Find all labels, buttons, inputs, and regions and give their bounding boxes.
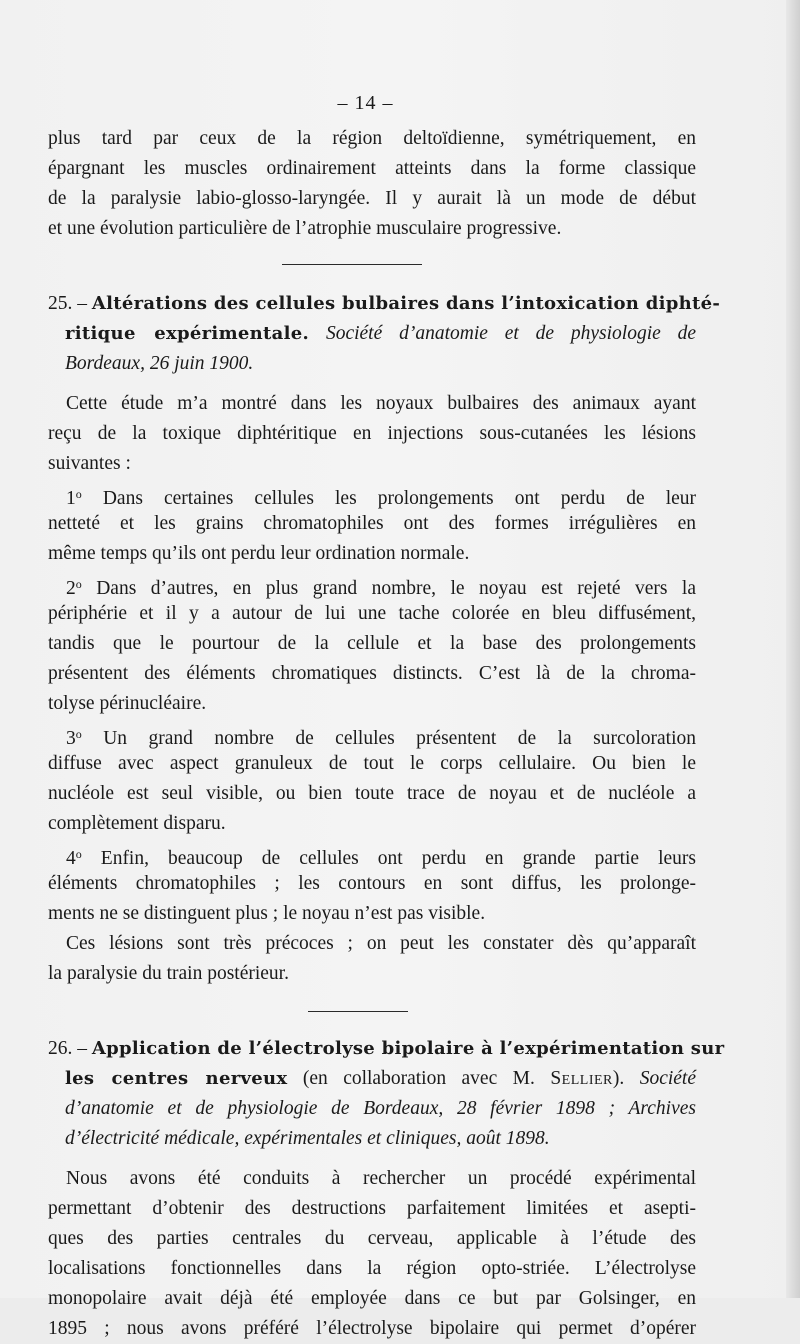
text-line: Dans certaines cellules les prolongements ont perdu de leur bbox=[102, 488, 697, 509]
entry-25-body bbox=[48, 389, 696, 989]
entry-26-heading bbox=[48, 1034, 725, 1154]
collaboration-close: ). bbox=[612, 1068, 625, 1089]
text-line: même temps qu’ils ont perdu leur ordination normale. bbox=[48, 543, 470, 564]
text-line: suivantes : bbox=[48, 453, 131, 474]
text-line: 1895 ; nous avons préféré l’électrolyse bipolaire qui permet d’opérer bbox=[48, 1318, 696, 1339]
entry-number: 25. – bbox=[48, 293, 87, 314]
text-line: tolyse périnucléaire. bbox=[48, 693, 207, 714]
entry-title-cont: les centres nerveux bbox=[65, 1068, 288, 1089]
text-line: éléments chromatophiles ; les contours en sont diffus, les prolonge- bbox=[48, 873, 696, 894]
text-line: netteté et les grains chromatophiles ont des formes irrégulières en bbox=[48, 513, 696, 534]
list-marker: 3 bbox=[66, 728, 76, 749]
entry-source-cont: Bordeaux, 26 juin 1900. bbox=[65, 353, 254, 374]
section-divider bbox=[282, 264, 422, 265]
entry-source-cont: d’électricité médicale, expérimentales et cliniques, août 1898. bbox=[65, 1128, 550, 1149]
text-line: localisations fonctionnelles dans la région opto-striée. L’électrolyse bbox=[48, 1258, 696, 1279]
entry-title: Application de l’électrolyse bipolaire à l’expérimentation sur bbox=[91, 1038, 725, 1059]
entry-source: Société bbox=[639, 1068, 696, 1089]
collaboration-note: (en collaboration avec M. bbox=[302, 1068, 535, 1089]
ordinal-suffix: o bbox=[75, 487, 82, 501]
text-line: Ces lésions sont très précoces ; on peut les constater dès qu’apparaît bbox=[66, 933, 696, 954]
text-line: monopolaire avait déjà été employée dans ce but par Golsinger, en bbox=[48, 1288, 696, 1309]
page-content bbox=[48, 124, 725, 1344]
entry-title-cont: ritique expérimentale. bbox=[65, 323, 310, 344]
entry-title: Altérations des cellules bulbaires dans l’intoxication diphté- bbox=[91, 293, 721, 314]
text-line: ments ne se distinguent plus ; le noyau n’est pas visible. bbox=[48, 903, 486, 924]
text-line: permettant d’obtenir des destructions parfaitement limitées et asepti- bbox=[48, 1198, 696, 1219]
intro-paragraph bbox=[48, 124, 696, 244]
author-name: Sellier bbox=[550, 1068, 613, 1089]
text-line: Cette étude m’a montré dans les noyaux bulbaires des animaux ayant bbox=[66, 393, 696, 414]
text-line: complètement disparu. bbox=[48, 813, 226, 834]
text-line: diffuse avec aspect granuleux de tout le corps cellulaire. Ou bien le bbox=[48, 753, 696, 774]
page-edge-shadow bbox=[786, 0, 800, 1298]
ordinal-suffix: o bbox=[75, 577, 82, 591]
text-line: la paralysie du train postérieur. bbox=[48, 963, 289, 984]
text-line: périphérie et il y a autour de lui une tache colorée en bleu diffusément, bbox=[48, 603, 696, 624]
text-line: nucléole est seul visible, ou bien toute trace de noyau et de nucléole a bbox=[48, 783, 696, 804]
list-marker: 2 bbox=[66, 578, 76, 599]
entry-source-cont: d’anatomie et de physiologie de Bordeaux, 28 février 1898 ; Archives bbox=[65, 1098, 696, 1119]
text-line: Un grand nombre de cellules présentent de la surcoloration bbox=[103, 728, 697, 749]
text-line: Enfin, beaucoup de cellules ont perdu en grande partie leurs bbox=[100, 848, 696, 869]
ordinal-suffix: o bbox=[75, 727, 82, 741]
text-line: présentent des éléments chromatiques distincts. C’est là de la chroma- bbox=[48, 663, 696, 684]
text-line: ques des parties centrales du cerveau, applicable à l’étude des bbox=[48, 1228, 696, 1249]
text-line: plus tard par ceux de la région deltoïdienne, symétriquement, en bbox=[48, 128, 696, 149]
page-number: – 14 – bbox=[337, 92, 394, 114]
entry-25-heading bbox=[48, 289, 721, 379]
text-line: épargnant les muscles ordinairement atteints dans la forme classique bbox=[48, 158, 696, 179]
section-divider bbox=[308, 1011, 408, 1012]
text-line: tandis que le pourtour de la cellule et la base des prolongements bbox=[48, 633, 696, 654]
entry-source: Société d’anatomie et de physiologie de bbox=[325, 323, 697, 344]
entry-26-body bbox=[48, 1164, 696, 1344]
list-marker: 1 bbox=[66, 488, 76, 509]
text-line: reçu de la toxique diphtéritique en injections sous-cutanées les lésions bbox=[48, 423, 696, 444]
text-line: Dans d’autres, en plus grand nombre, le noyau est rejeté vers la bbox=[96, 578, 697, 599]
ordinal-suffix: o bbox=[75, 847, 82, 861]
entry-number: 26. – bbox=[48, 1038, 87, 1059]
list-marker: 4 bbox=[66, 848, 76, 869]
text-line: et une évolution particulière de l’atrophie musculaire progressive. bbox=[48, 218, 562, 239]
text-line: Nous avons été conduits à rechercher un procédé expérimental bbox=[66, 1168, 696, 1189]
text-line: de la paralysie labio-glosso-laryngée. Il y aurait là un mode de début bbox=[48, 188, 696, 209]
